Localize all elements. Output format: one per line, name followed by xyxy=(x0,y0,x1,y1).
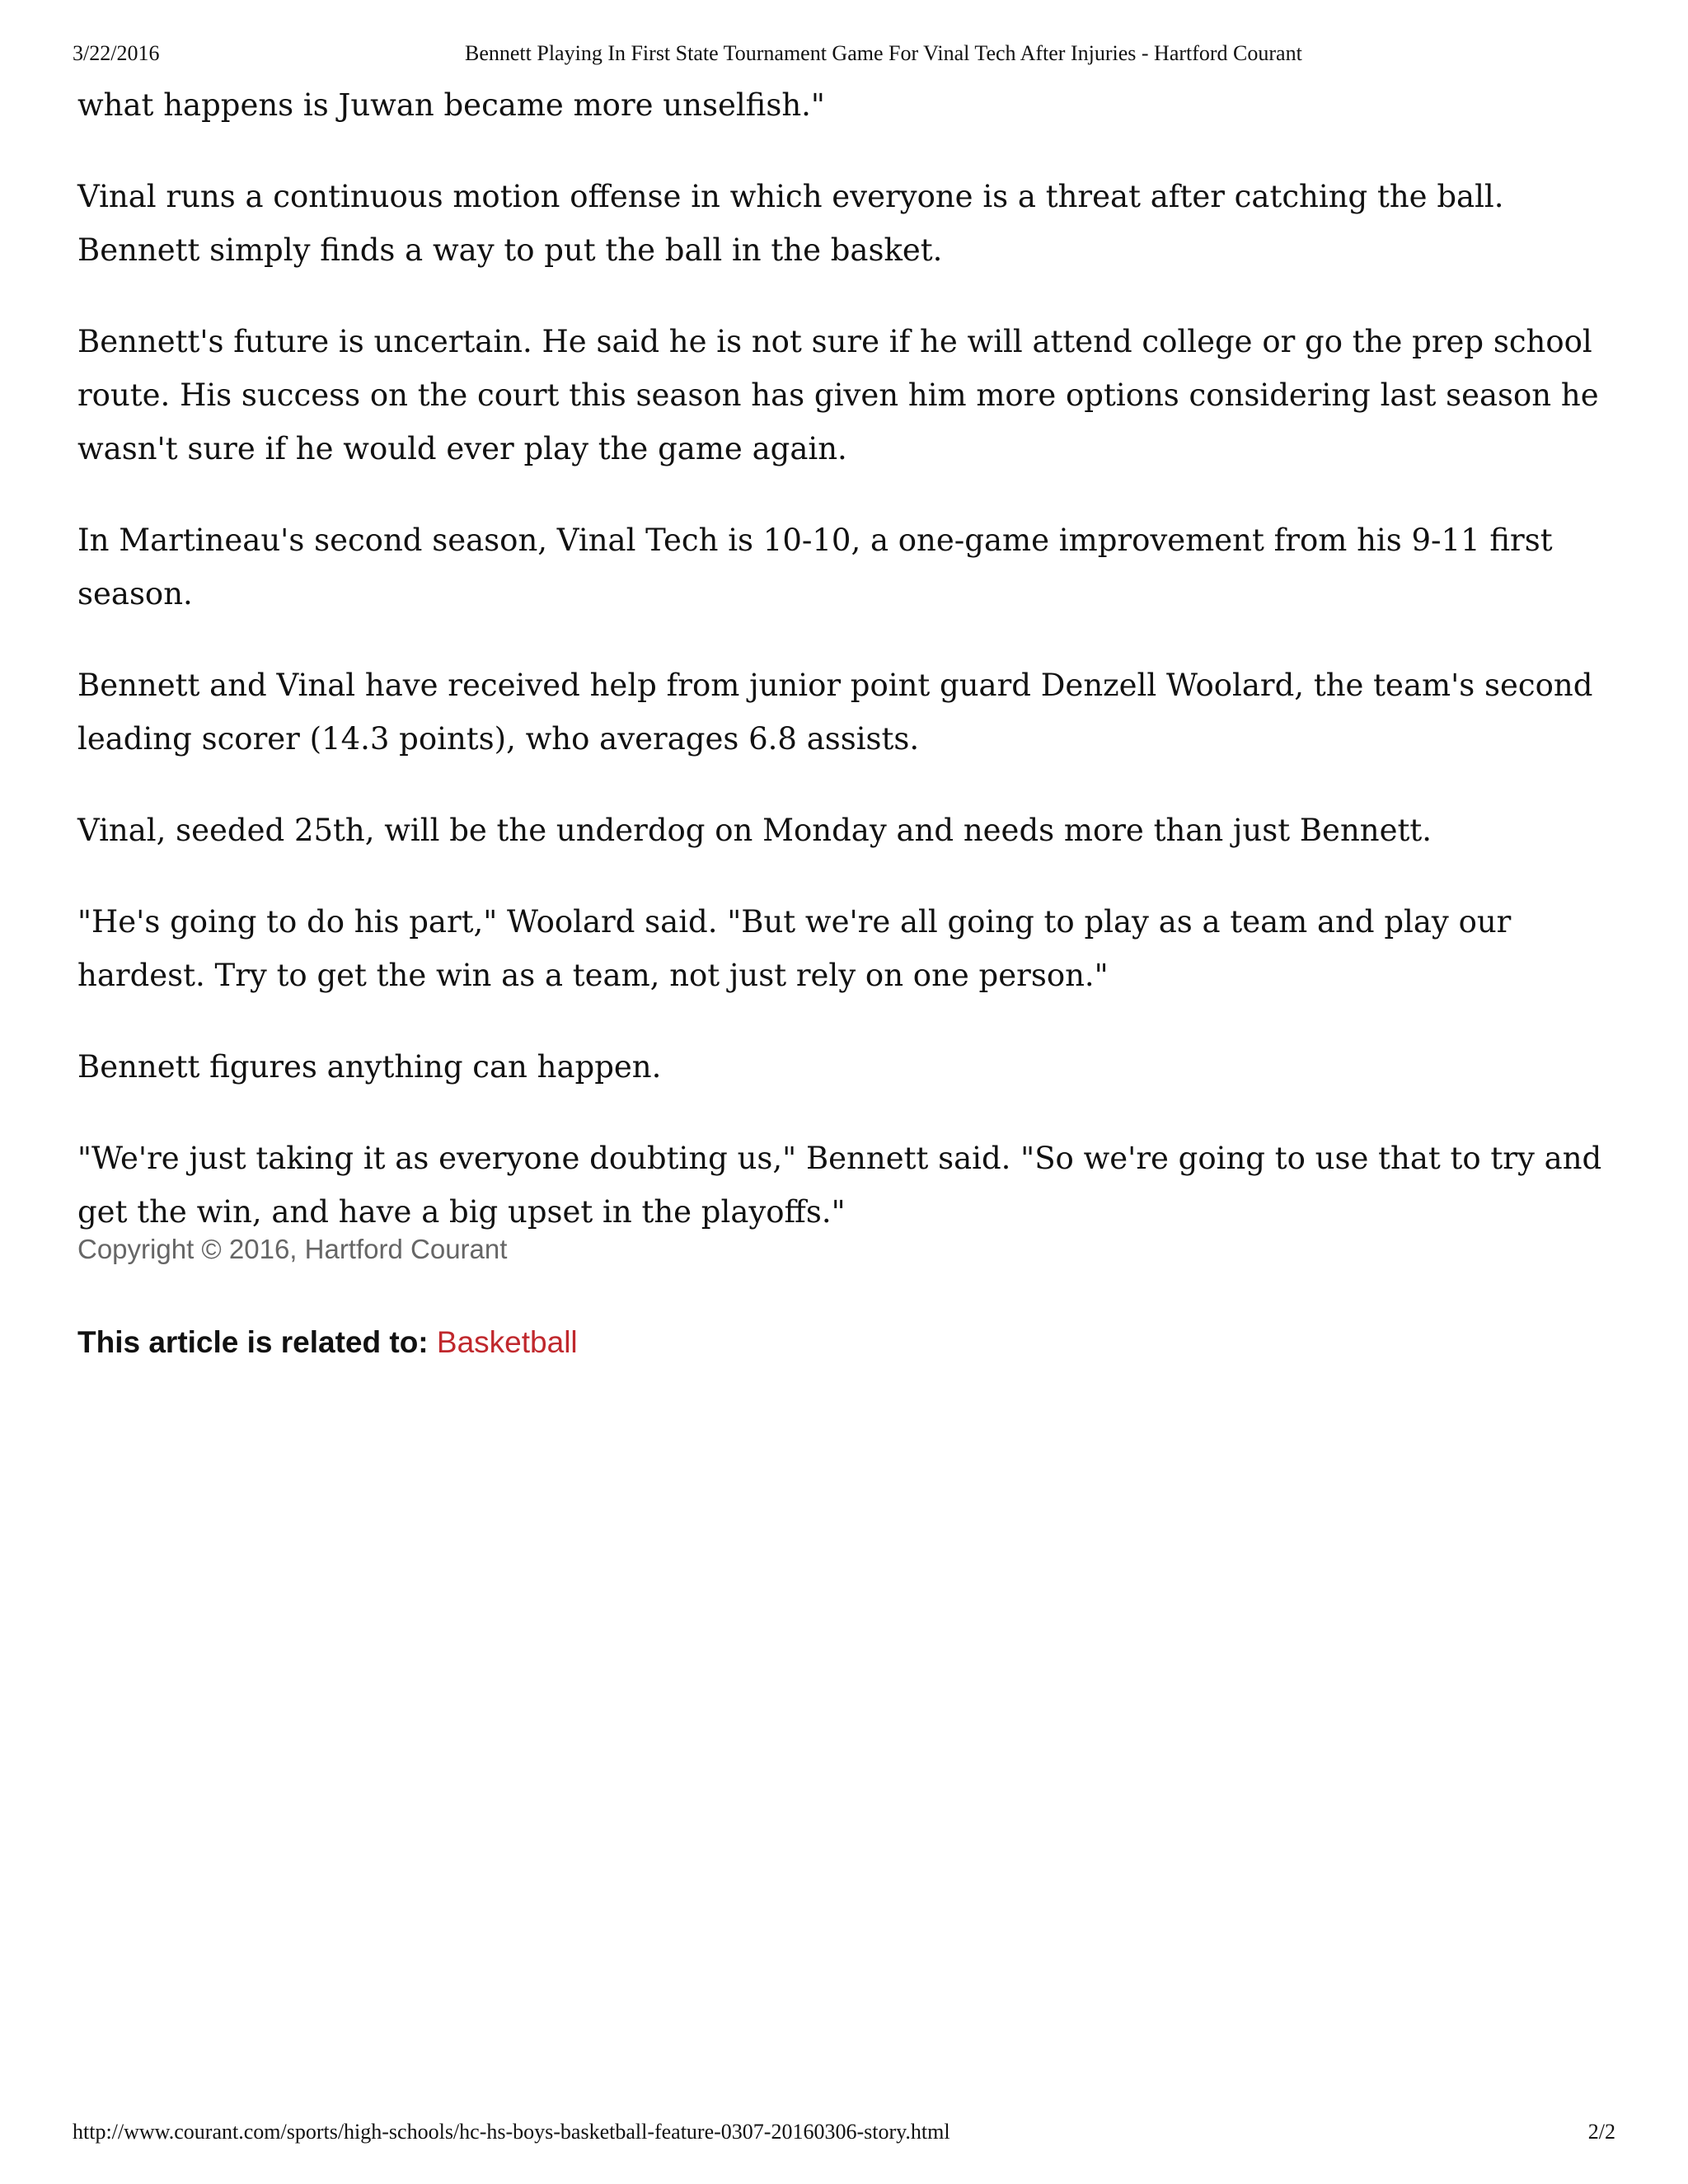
print-footer xyxy=(73,2120,1615,2153)
copyright-notice: Copyright © 2016, Hartford Courant xyxy=(77,1234,508,1264)
article-paragraph: Vinal runs a continuous motion offense in which everyone is a threat after catching the ball. Bennett simply finds a way to put the ball in the basket. xyxy=(77,179,1504,268)
article-paragraph: "We're just taking it as everyone doubting us," Bennett said. "So we're going to use that to try and get the win, and have a big upset in the playoffs." xyxy=(77,1141,1602,1230)
article-paragraph: what happens is Juwan became more unselfish." xyxy=(77,87,825,123)
page-url: http://www.courant.com/sports/high-schools/hc-hs-boys-basketball-feature-0307-20160306-story.html xyxy=(73,2120,950,2144)
print-header xyxy=(73,41,1615,74)
article-paragraph: Bennett's future is uncertain. He said he is not sure if he will attend college or go the prep school route. His success on the court this season has given him more options considering last season he wasn't sure if he would ever play the game again. xyxy=(77,324,1599,466)
related-topic-link[interactable]: Basketball xyxy=(436,1325,578,1359)
document-title: Bennett Playing In First State Tournament Game For Vinal Tech After Injuries - Hartford Courant xyxy=(465,41,1302,65)
print-date: 3/22/2016 xyxy=(73,41,160,65)
related-topics xyxy=(77,1325,578,1360)
article-paragraph: Bennett figures anything can happen. xyxy=(77,1049,662,1085)
page-number: 2/2 xyxy=(1587,2120,1615,2144)
article-paragraph: In Martineau's second season, Vinal Tech is 10-10, a one-game improvement from his 9-11 first season. xyxy=(77,523,1553,612)
article-paragraph: "He's going to do his part," Woolard said. "But we're all going to play as a team and play our hardest. Try to get the win as a team, not just rely on one person." xyxy=(77,904,1512,993)
article-paragraph: Vinal, seeded 25th, will be the underdog on Monday and needs more than just Bennett. xyxy=(77,813,1432,848)
article-paragraph: Bennett and Vinal have received help from junior point guard Denzell Woolard, the team's second leading scorer (14.3 points), who averages 6.8 assists. xyxy=(77,668,1593,757)
related-label: This article is related to: xyxy=(77,1325,429,1359)
article-body xyxy=(77,78,1627,1277)
